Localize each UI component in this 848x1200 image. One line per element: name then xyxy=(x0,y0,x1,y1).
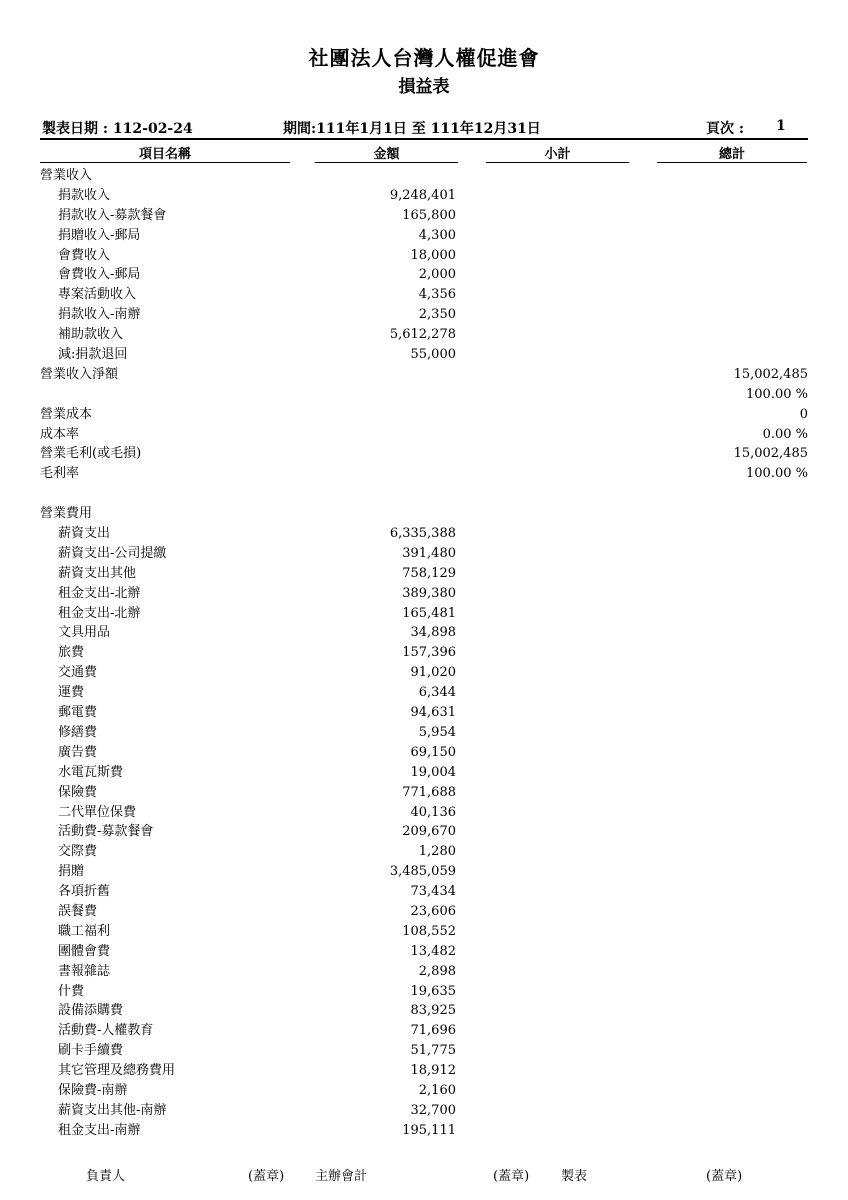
row-name: 營業收入 xyxy=(40,168,93,183)
table-row xyxy=(0,504,848,524)
table-row xyxy=(0,882,848,902)
row-name: 各項折舊 xyxy=(58,884,111,900)
row-name: 其它管理及總務費用 xyxy=(58,1063,176,1079)
row-amount: 1,280 xyxy=(418,844,456,860)
statement-rows xyxy=(0,166,848,1141)
row-name: 營業成本 xyxy=(40,406,93,422)
seal-accountant: (蓋章) xyxy=(493,1169,530,1184)
table-row xyxy=(0,822,848,842)
table-row xyxy=(0,584,848,604)
table-row xyxy=(0,1061,848,1081)
table-row xyxy=(0,942,848,962)
row-amount: 209,670 xyxy=(402,824,456,840)
row-name: 捐款收入-南辦 xyxy=(58,307,141,323)
table-row xyxy=(0,206,848,226)
row-name: 捐款收入 xyxy=(58,187,111,203)
table-row xyxy=(0,1041,848,1061)
row-name: 什費 xyxy=(58,983,85,999)
column-amount-header: 金額 xyxy=(373,147,400,162)
row-name: 設備添購費 xyxy=(58,1003,124,1019)
table-row xyxy=(0,902,848,922)
table-row xyxy=(0,484,848,504)
row-amount: 18,912 xyxy=(410,1063,456,1079)
row-name: 運費 xyxy=(58,685,85,701)
row-name: 租金支出-北辦 xyxy=(58,605,141,621)
row-name: 職工福利 xyxy=(58,923,111,939)
table-row xyxy=(0,385,848,405)
row-amount: 19,635 xyxy=(410,983,456,999)
row-amount: 6,344 xyxy=(418,685,456,701)
table-row xyxy=(0,962,848,982)
row-total: 100.00 % xyxy=(746,466,808,482)
row-total: 15,002,485 xyxy=(733,366,808,382)
table-row xyxy=(0,862,848,882)
table-row xyxy=(0,564,848,584)
row-amount: 94,631 xyxy=(410,705,456,721)
row-amount: 2,898 xyxy=(418,963,456,979)
table-row xyxy=(0,803,848,823)
table-row xyxy=(0,922,848,942)
table-row xyxy=(0,683,848,703)
row-amount: 18,000 xyxy=(410,247,456,263)
row-name: 補助款收入 xyxy=(58,327,124,343)
table-row xyxy=(0,1001,848,1021)
seal-preparer: (蓋章) xyxy=(706,1169,743,1184)
row-amount: 758,129 xyxy=(402,565,456,581)
row-total: 15,002,485 xyxy=(733,446,808,462)
row-name: 保險費-南辦 xyxy=(58,1082,128,1098)
table-row xyxy=(0,265,848,285)
row-amount: 34,898 xyxy=(410,625,456,641)
page-number: 1 xyxy=(776,118,786,134)
row-amount: 23,606 xyxy=(410,903,456,919)
row-amount: 389,380 xyxy=(402,585,456,601)
row-amount: 165,800 xyxy=(402,207,456,223)
column-subtotal-underline xyxy=(486,162,629,163)
row-name: 活動費-人權教育 xyxy=(58,1023,154,1039)
table-row xyxy=(0,643,848,663)
table-row xyxy=(0,444,848,464)
table-row xyxy=(0,723,848,743)
row-name: 交通費 xyxy=(58,665,98,681)
row-name: 捐贈收入-郵局 xyxy=(58,227,141,243)
row-name: 薪資支出 xyxy=(58,526,111,542)
table-row xyxy=(0,1021,848,1041)
row-name: 廣告費 xyxy=(58,744,98,760)
row-name: 租金支出-北辦 xyxy=(58,585,141,601)
report-date: 製表日期 : 112-02-24 xyxy=(42,121,193,137)
row-amount: 108,552 xyxy=(402,923,456,939)
row-amount: 32,700 xyxy=(410,1102,456,1118)
table-row xyxy=(0,663,848,683)
row-amount: 195,111 xyxy=(402,1122,456,1138)
row-amount: 9,248,401 xyxy=(389,187,456,203)
signature-responsible: 負責人 xyxy=(86,1169,126,1184)
row-amount: 2,160 xyxy=(418,1082,456,1098)
table-row xyxy=(0,783,848,803)
row-name: 文具用品 xyxy=(58,625,111,641)
row-name: 薪資支出-公司提繳 xyxy=(58,545,167,561)
row-amount: 4,300 xyxy=(418,227,456,243)
row-name: 旅費 xyxy=(58,645,85,661)
row-name: 捐款收入-募款餐會 xyxy=(58,207,167,223)
report-title: 損益表 xyxy=(398,77,450,97)
column-total-header: 總計 xyxy=(718,147,745,162)
row-amount: 3,485,059 xyxy=(389,864,456,880)
row-total: 0 xyxy=(799,406,808,422)
table-row xyxy=(0,1121,848,1141)
row-amount: 73,434 xyxy=(410,884,456,900)
row-amount: 19,004 xyxy=(410,764,456,780)
report-period: 期間:111年1月1日 至 111年12月31日 xyxy=(283,121,541,137)
row-name: 水電瓦斯費 xyxy=(58,764,124,780)
page-label: 頁次 : xyxy=(706,121,745,137)
row-amount: 5,612,278 xyxy=(389,327,456,343)
row-name: 薪資支出其他-南辦 xyxy=(58,1102,167,1118)
table-row xyxy=(0,405,848,425)
signature-accountant: 主辦會計 xyxy=(315,1169,368,1184)
column-subtotal-header: 小計 xyxy=(544,147,571,162)
row-amount: 771,688 xyxy=(402,784,456,800)
row-amount: 5,954 xyxy=(418,724,456,740)
header-rule xyxy=(40,138,808,140)
table-row xyxy=(0,743,848,763)
table-row xyxy=(0,464,848,484)
table-row xyxy=(0,524,848,544)
row-name: 交際費 xyxy=(58,844,98,860)
row-name: 保險費 xyxy=(58,784,98,800)
table-row xyxy=(0,186,848,206)
row-amount: 2,350 xyxy=(418,307,456,323)
row-amount: 51,775 xyxy=(410,1043,456,1059)
row-name: 薪資支出其他 xyxy=(58,565,137,581)
row-total: 100.00 % xyxy=(746,386,808,402)
table-row xyxy=(0,604,848,624)
table-row xyxy=(0,226,848,246)
row-name: 二代單位保費 xyxy=(58,804,137,820)
row-name: 刷卡手續費 xyxy=(58,1043,124,1059)
row-name: 郵電費 xyxy=(58,705,98,721)
table-row xyxy=(0,285,848,305)
row-name: 專案活動收入 xyxy=(58,287,137,303)
table-row xyxy=(0,425,848,445)
row-name: 毛利率 xyxy=(40,466,80,482)
row-name: 營業收入淨額 xyxy=(40,366,119,382)
column-amount-underline xyxy=(315,162,458,163)
row-name: 活動費-募款餐會 xyxy=(58,824,154,840)
row-name: 營業毛利(或毛損) xyxy=(40,446,142,462)
row-name: 修繕費 xyxy=(58,724,98,740)
column-total-underline xyxy=(657,162,807,163)
seal-responsible: (蓋章) xyxy=(248,1169,285,1184)
table-row xyxy=(0,703,848,723)
table-row xyxy=(0,842,848,862)
column-item-header: 項目名稱 xyxy=(138,147,191,162)
table-row xyxy=(0,763,848,783)
row-amount: 71,696 xyxy=(410,1023,456,1039)
row-amount: 13,482 xyxy=(410,943,456,959)
row-amount: 2,000 xyxy=(418,267,456,283)
row-name: 捐贈 xyxy=(58,864,85,880)
row-amount: 69,150 xyxy=(410,744,456,760)
row-name: 會費收入 xyxy=(58,247,111,263)
table-row xyxy=(0,1101,848,1121)
row-name: 誤餐費 xyxy=(58,903,98,919)
signature-preparer: 製表 xyxy=(561,1169,588,1184)
table-row xyxy=(0,623,848,643)
row-amount: 391,480 xyxy=(402,545,456,561)
table-row xyxy=(0,1081,848,1101)
org-name: 社團法人台灣人權促進會 xyxy=(308,46,540,70)
table-row xyxy=(0,365,848,385)
row-amount: 6,335,388 xyxy=(389,526,456,542)
row-amount: 157,396 xyxy=(402,645,456,661)
row-name: 書報雜誌 xyxy=(58,963,111,979)
table-row xyxy=(0,166,848,186)
row-amount: 55,000 xyxy=(410,347,456,363)
table-row xyxy=(0,544,848,564)
row-name: 租金支出-南辦 xyxy=(58,1122,141,1138)
row-name: 會費收入-郵局 xyxy=(58,267,141,283)
row-amount: 165,481 xyxy=(402,605,456,621)
table-row xyxy=(0,246,848,266)
table-row xyxy=(0,982,848,1002)
row-name: 減:捐款退回 xyxy=(58,347,128,363)
table-row xyxy=(0,325,848,345)
column-item-underline xyxy=(40,162,290,163)
row-name: 成本率 xyxy=(40,426,80,442)
table-row xyxy=(0,345,848,365)
row-amount: 40,136 xyxy=(410,804,456,820)
row-name: 營業費用 xyxy=(40,506,93,522)
row-name: 團體會費 xyxy=(58,943,111,959)
row-amount: 83,925 xyxy=(410,1003,456,1019)
row-total: 0.00 % xyxy=(762,426,808,442)
row-amount: 91,020 xyxy=(410,665,456,681)
row-amount: 4,356 xyxy=(418,287,456,303)
table-row xyxy=(0,305,848,325)
